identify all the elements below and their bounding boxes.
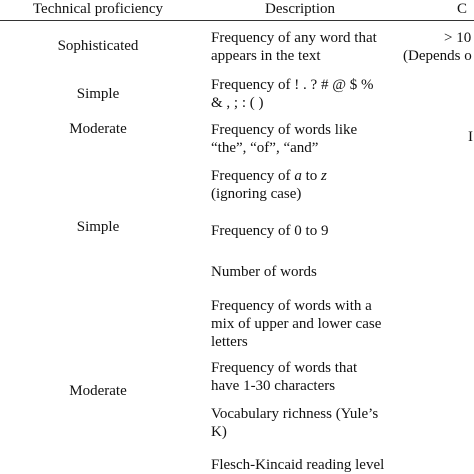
third-column-value-2: (Depends o [403, 48, 472, 64]
description-row-3: Frequency of words like “the”, “of”, “and” [211, 122, 358, 156]
description-row-6: Number of words [211, 264, 317, 280]
description-row-4: Frequency of a to z (ignoring case) [211, 168, 327, 202]
header-third-column: C [457, 1, 468, 17]
description-row-8: Frequency of words that have 1-30 characters [211, 360, 358, 394]
description-row-2: Frequency of ! . ? # @ $ % & , ; : ( ) [211, 77, 374, 111]
header-description: Description [265, 1, 335, 17]
header-rule [0, 20, 474, 21]
description-row-1: Frequency of any word that appears in the text [211, 30, 377, 64]
description-row-5: Frequency of 0 to 9 [211, 223, 329, 239]
header-technical-proficiency: Technical proficiency [32, 1, 164, 17]
third-column-value-1: > 10 [444, 30, 472, 46]
description-row-7: Frequency of words with a mix of upper and lower case letters [211, 298, 382, 350]
proficiency-simple: Simple [76, 86, 120, 102]
description-row-10: Flesch-Kincaid reading level [211, 457, 385, 473]
proficiency-simple: Simple [76, 219, 120, 235]
description-row-9: Vocabulary richness (Yule’s K) [211, 406, 379, 440]
proficiency-moderate: Moderate [69, 121, 127, 137]
proficiency-sophisticated: Sophisticated [57, 38, 139, 54]
proficiency-moderate: Moderate [69, 383, 127, 399]
third-column-value-3: I [468, 129, 473, 145]
